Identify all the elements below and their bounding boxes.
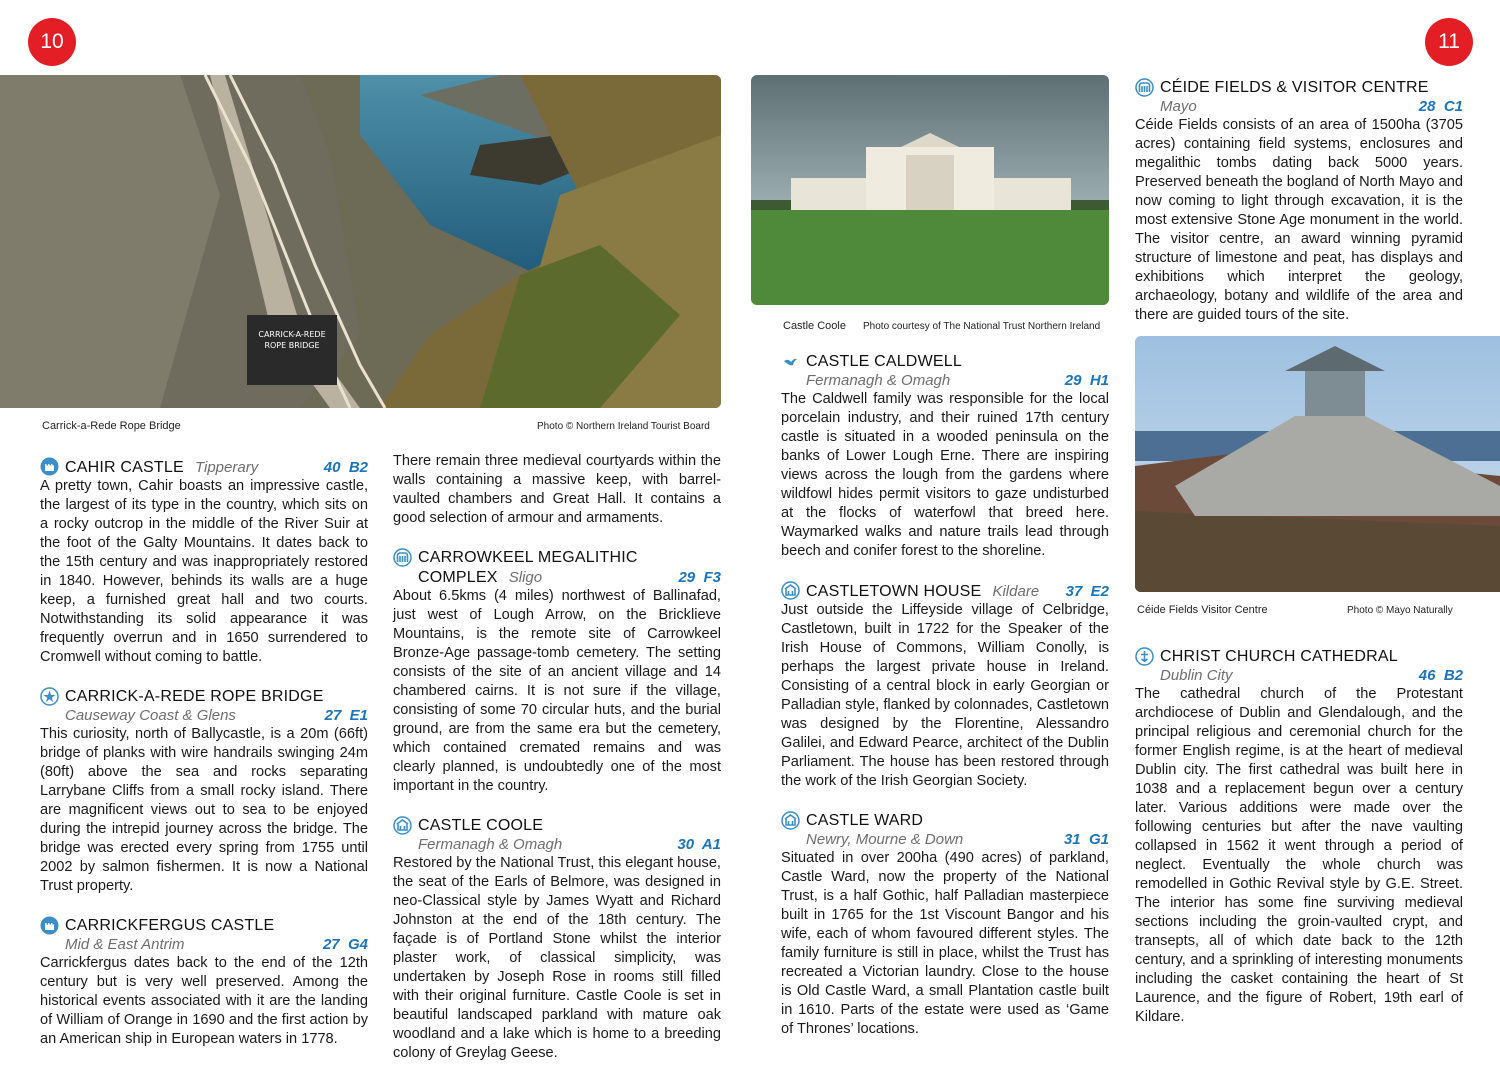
carrick-title: CARRICK-A-REDE ROPE BRIDGE xyxy=(65,688,324,705)
entry-castle-caldwell xyxy=(781,352,1109,561)
column-2 xyxy=(393,452,721,1083)
carrick-grid-ref: 27 E1 xyxy=(324,707,368,724)
carrowkeel-body: About 6.5kms (4 miles) northwest of Ballinafad, just west of Lough Arrow, on the Bricklieve Mountains, is the remote site of Carrowkeel Bronze-Age passage-tomb cemetery. The setting consists of the site of an ancient village and 14 chambered cairns. It is not sure if the village, consisting of some 70 circular huts, and the burial ground, are from the same era but the cemetery, which contained cremated remains and was clearly planned, is undoubtedly one of the most important in the country. xyxy=(393,588,721,794)
coole-title: CASTLE COOLE xyxy=(418,817,544,834)
ceide-body: Céide Fields consists of an area of 1500ha (3705 acres) containing field systems, enclosures and megalithic tombs dating back 5000 years. Preserved beneath the bogland of North Mayo and now coming to light through excavation, it is the most extensive Stone Age monument in the world. The visitor centre, an award winning pyramid structure of limestone and peat, has displays and exhibitions which interpret the geology, archaeology, botany and wildlife of the area and there are guided tours of the site. xyxy=(1135,117,1463,323)
cahir-continued-body: There remain three medieval courtyards within the walls containing a massive keep, with barrel-vaulted chambers and Great Hall. It contains a good selection of armour and armaments. xyxy=(393,453,721,526)
megalith-icon xyxy=(393,548,412,567)
entry-carrowkeel xyxy=(393,548,721,796)
castle-coole-photo xyxy=(751,75,1109,305)
column-1 xyxy=(40,457,368,1069)
caldwell-grid-ref: 29 H1 xyxy=(1064,372,1109,389)
star-icon xyxy=(40,687,59,706)
castletown-grid-ref: 37 E2 xyxy=(1065,583,1109,600)
coole-region: Fermanagh & Omagh xyxy=(418,836,563,853)
cahir-grid-ref: 40 B2 xyxy=(323,459,368,476)
column-4-top xyxy=(1135,78,1463,345)
cahir-region: Tipperary xyxy=(194,459,259,476)
ceide-caption: Céide Fields Visitor Centre xyxy=(1137,604,1268,616)
rope-bridge-photo xyxy=(0,75,721,408)
carrick-body: This curiosity, north of Ballycastle, is a 20m (66ft) bridge of planks with wire handrails swinging 24m (80ft) above the sea and rocks separating Larrybane Cliffs from a small rocky island. There are magnificent views out to sea to be enjoyed during the intrepid journey across the bridge. The bridge was erected every spring from 1755 until 2002 by salmon fishermen. It is now a National Trust property. xyxy=(40,726,368,894)
cahir-title: CAHIR CASTLE xyxy=(65,459,184,476)
ward-body: Situated in over 200ha (490 acres) of parkland, Castle Ward, now the property of the National Trust, is a half Gothic, half Palladian masterpiece built in 1765 for the 1st Viscount Bangor and his wife, each of whom favoured different styles. The family furniture is still in place, whilst the Trust has recreated a Victorian laundry. Close to the house is Old Castle Ward, a small Plantation castle built in 1610. Parts of the estate were used as ‘Game of Thrones’ locations. xyxy=(781,850,1109,1037)
ward-region: Newry, Mourne & Down xyxy=(806,831,964,848)
castle-coole-caption: Castle Coole xyxy=(783,320,846,332)
column-4-bottom xyxy=(1135,647,1463,1047)
coole-grid-ref: 30 A1 xyxy=(677,836,721,853)
bird-icon xyxy=(781,352,800,371)
carrowkeel-region: Sligo xyxy=(508,569,543,586)
castletown-body: Just outside the Liffeyside village of Celbridge, Castletown, built in 1722 for the Speaker of the Irish House of Commons, William Conolly, is perhaps the largest private house in Ireland. Consisting of a central block in early Georgian or Palladian style, flanked by colonnades, Castletown was designed by the Florentine, Alessandro Galilei, and Edward Pearce, architect of the Dublin Parliament. The house has been restored through the work of the Irish Georgian Society. xyxy=(781,602,1109,789)
entry-castle-coole xyxy=(393,816,721,1063)
christchurch-title: CHRIST CHURCH CATHEDRAL xyxy=(1160,648,1398,665)
carrowkeel-grid-ref: 29 F3 xyxy=(678,569,721,586)
caldwell-body: The Caldwell family was responsible for the local porcelain industry, and their ruined 17th century castle is situated in a wooded peninsula on the banks of Lower Lough Erne. There are inspiring views across the lough from the gardens where wildfowl hides permit visitors to gaze undisturbed at the flocks of waterfowl that breed here. Waymarked walks and nature trails lead through beech and conifer forest to the shoreline. xyxy=(781,391,1109,559)
christchurch-region: Dublin City xyxy=(1160,667,1233,684)
ceide-grid-ref: 28 C1 xyxy=(1418,98,1463,115)
church-icon xyxy=(1135,647,1154,666)
ceide-credit: Photo © Mayo Naturally xyxy=(1347,605,1453,616)
entry-cahir-continued xyxy=(393,452,721,528)
house-icon xyxy=(781,581,800,600)
ceide-title: CÉIDE FIELDS & VISITOR CENTRE xyxy=(1160,79,1429,96)
ceide-photo xyxy=(1135,336,1500,592)
megalith-icon xyxy=(1135,78,1154,97)
sign-line-2: ROPE BRIDGE xyxy=(264,341,320,350)
rope-bridge-caption: Carrick-a-Rede Rope Bridge xyxy=(42,420,181,432)
carrickfergus-region: Mid & East Antrim xyxy=(65,936,185,953)
entry-cahir-castle xyxy=(40,457,368,667)
castletown-region: Kildare xyxy=(992,583,1040,600)
right-page-number: 11 xyxy=(1425,18,1473,66)
christchurch-grid-ref: 46 B2 xyxy=(1418,667,1463,684)
carrowkeel-title-line-1: CARROWKEEL MEGALITHIC xyxy=(418,549,638,566)
castletown-title: CASTLETOWN HOUSE xyxy=(806,583,982,600)
christchurch-body: The cathedral church of the Protestant archdiocese of Dublin and Glendalough, and the principal religious and ceremonial church for the former English regime, is at the heart of medieval Dublin city. The first cathedral was built here in 1038 and a replacement begun over a century later. Various additions were made over the following centuries but after the nave vaulting collapsed in 1562 it went through a period of neglect. Eventually the whole church was remodelled in Gothic Revival style by G.E. Street. The interior has some fine surviving medieval sections including the groin-vaulted crypt, and transepts, all of which date back to the 12th century, and a sprinkling of interesting monuments including the casket containing the heart of St Laurence, and the figure of Robert, 19th earl of Kildare. xyxy=(1135,686,1463,1025)
carrickfergus-body: Carrickfergus dates back to the end of the 12th century but is very well preserved. Among the historical events associated with it are the landing of William of Orange in 1690 and the first action by an American ship in European waters in 1778. xyxy=(40,955,368,1047)
rope-bridge-credit: Photo © Northern Ireland Tourist Board xyxy=(537,421,710,432)
cahir-body: A pretty town, Cahir boasts an impressive castle, the largest of its type in the country, which sits on a rocky outcrop in the middle of the River Suir at the foot of the Galty Mountains. It dates back to the 15th century and was inappropriately restored in 1840. However, behinds its walls are a huge keep, a furnished great hall and two courts. Notwithstanding its solid appearance it was frequently overrun and in 1650 surrendered to Cromwell without coming to battle. xyxy=(40,478,368,665)
ceide-region: Mayo xyxy=(1160,98,1197,115)
house-icon xyxy=(781,811,800,830)
entry-ceide-fields xyxy=(1135,78,1463,325)
castle-icon xyxy=(40,457,59,476)
column-3 xyxy=(781,352,1109,1059)
castle-coole-credit: Photo courtesy of The National Trust Northern Ireland xyxy=(863,321,1101,332)
entry-christ-church-cathedral xyxy=(1135,647,1463,1027)
entry-carrick-a-rede xyxy=(40,687,368,896)
ward-title: CASTLE WARD xyxy=(806,812,924,829)
carrowkeel-title-line-2: COMPLEX xyxy=(418,569,498,586)
coole-body: Restored by the National Trust, this elegant house, the seat of the Earls of Belmore, was designed in neo-Classical style by James Wyatt and Richard Johnston at the end of the 18th century. The façade is of Portland Stone whilst the interior plaster work, of classical simplicity, was undertaken by Joseph Rose in rooms still filled with their original furniture. Castle Coole is set in beautiful landscaped parkland with mature oak woodland and a lake which is home to a breeding colony of Greylag Geese. xyxy=(393,855,721,1061)
left-page-number: 10 xyxy=(28,18,76,66)
carrickfergus-grid-ref: 27 G4 xyxy=(322,936,368,953)
caldwell-region: Fermanagh & Omagh xyxy=(806,372,951,389)
caldwell-title: CASTLE CALDWELL xyxy=(806,353,962,370)
entry-castletown-house xyxy=(781,581,1109,791)
carrickfergus-title: CARRICKFERGUS CASTLE xyxy=(65,917,275,934)
entry-carrickfergus-castle xyxy=(40,916,368,1049)
castle-icon xyxy=(40,916,59,935)
ward-grid-ref: 31 G1 xyxy=(1063,831,1109,848)
house-icon xyxy=(393,816,412,835)
entry-castle-ward xyxy=(781,811,1109,1039)
carrick-region: Causeway Coast & Glens xyxy=(65,707,236,724)
sign-line-1: CARRICK-A-REDE xyxy=(258,330,326,339)
